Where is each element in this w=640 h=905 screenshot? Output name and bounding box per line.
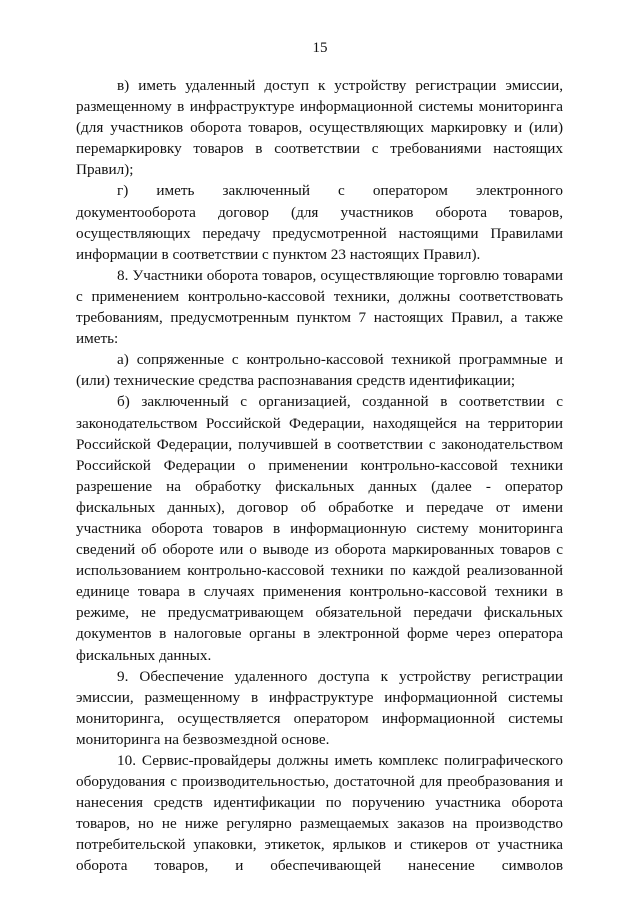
paragraph-item-b: б) заключенный с организацией, созданной в соответствии с законодательством Российской Федерации, находящейся на территории Российской Федерации, получившей в соответствии с законодательством Российской Федерации о применении контрольно-кассовой техники разрешение на обработку фискальных данных (далее - оператор фискальных данных), договор об обработке и передаче от имени участника оборота товаров в информационную систему мониторинга сведений об обороте или о выводе из оборота маркированных товаров с использованием контрольно-кассовой техники по каждой реализованной единице товара в случаях применения контрольно-кассовой техники в режиме, не предусматривающем обязательной передачи фискальных документов в налоговые органы в электронной форме через оператора фискальных данных.	[76, 393, 563, 664]
document-body	[76, 75, 563, 877]
paragraph-item-a: а) сопряженные с контрольно-кассовой техникой программные и (или) технические средства распознавания средств идентификации;	[76, 351, 563, 390]
page-number: 15	[312, 40, 328, 56]
paragraph-clause-9: 9. Обеспечение удаленного доступа к устройству регистрации эмиссии, размещенному в инфраструктуре информационной системы мониторинга, осуществляется оператором информационной системы мониторинга на безвозмездной основе.	[76, 667, 563, 748]
paragraph-clause-10: 10. Сервис-провайдеры должны иметь комплекс полиграфического оборудования с производительностью, достаточной для преобразования и нанесения средств идентификации по поручению участника оборота товаров, но не ниже регулярно размещаемых заказов на производство потребительской упаковки, этикеток, ярлыков и стикеров от участника оборота товаров, и обеспечивающей нанесение символов	[76, 752, 563, 875]
paragraph-item-g: г) иметь заключенный с оператором электронного документооборота договор (для участников оборота товаров, осуществляющих передачу предусмотренной настоящими Правилами информации в соответствии с пунктом 23 настоящих Правил).	[76, 182, 563, 263]
paragraph-item-v: в) иметь удаленный доступ к устройству регистрации эмиссии, размещенному в инфраструктуре информационной системы мониторинга (для участников оборота товаров, осуществляющих маркировку и (или) перемаркировку товаров в соответствии с требованиями настоящих Правил);	[76, 77, 563, 179]
paragraph-clause-8: 8. Участники оборота товаров, осуществляющие торговлю товарами с применением контрольно-кассовой техники, должны соответствовать требованиям, предусмотренным пунктом 7 настоящих Правил, а также иметь:	[76, 266, 563, 348]
